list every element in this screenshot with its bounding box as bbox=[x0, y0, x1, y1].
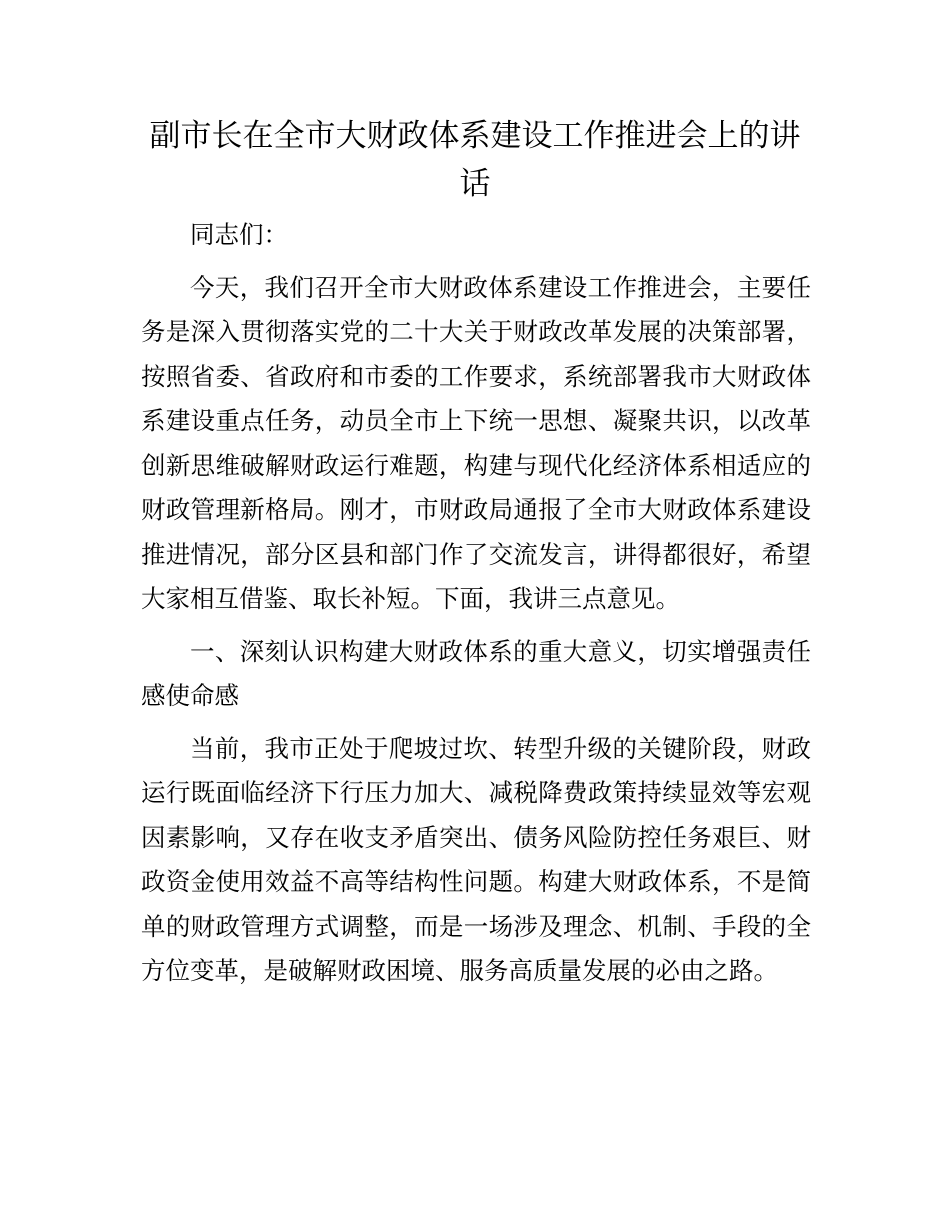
document-title: 副市长在全市大财政体系建设工作推进会上的讲话 bbox=[149, 118, 801, 202]
body-paragraph: 当前，我市正处于爬坡过坎、转型升级的关键阶段，财政运行既面临经济下行压力加大、减税降费政策持续显效等宏观因素影响，又存在收支矛盾突出、债务风险防控任务艰巨、财政资金使用效益不高等结构性问题。构建大财政体系，不是简单的财政管理方式调整，而是一场涉及理念、机制、手段的全方位变革，是破解财政困境、服务高质量发展的必由之路。 bbox=[141, 733, 811, 985]
section-heading: 一、深刻认识构建大财政体系的重大意义，切实增强责任感使命感 bbox=[141, 636, 811, 710]
salutation: 同志们： bbox=[190, 220, 288, 249]
document-body bbox=[141, 213, 811, 1002]
opening-paragraph: 今天，我们召开全市大财政体系建设工作推进会，主要任务是深入贯彻落实党的二十大关于财政改革发展的决策部署，按照省委、省政府和市委的工作要求，系统部署我市大财政体系建设重点任务，动员全市上下统一思想、凝聚共识，以改革创新思维破解财政运行难题，构建与现代化经济体系相适应的财政管理新格局。刚才，市财政局通报了全市大财政体系建设推进情况，部分区县和部门作了交流发言，讲得都很好，希望大家相互借鉴、取长补短。下面，我讲三点意见。 bbox=[141, 272, 811, 613]
